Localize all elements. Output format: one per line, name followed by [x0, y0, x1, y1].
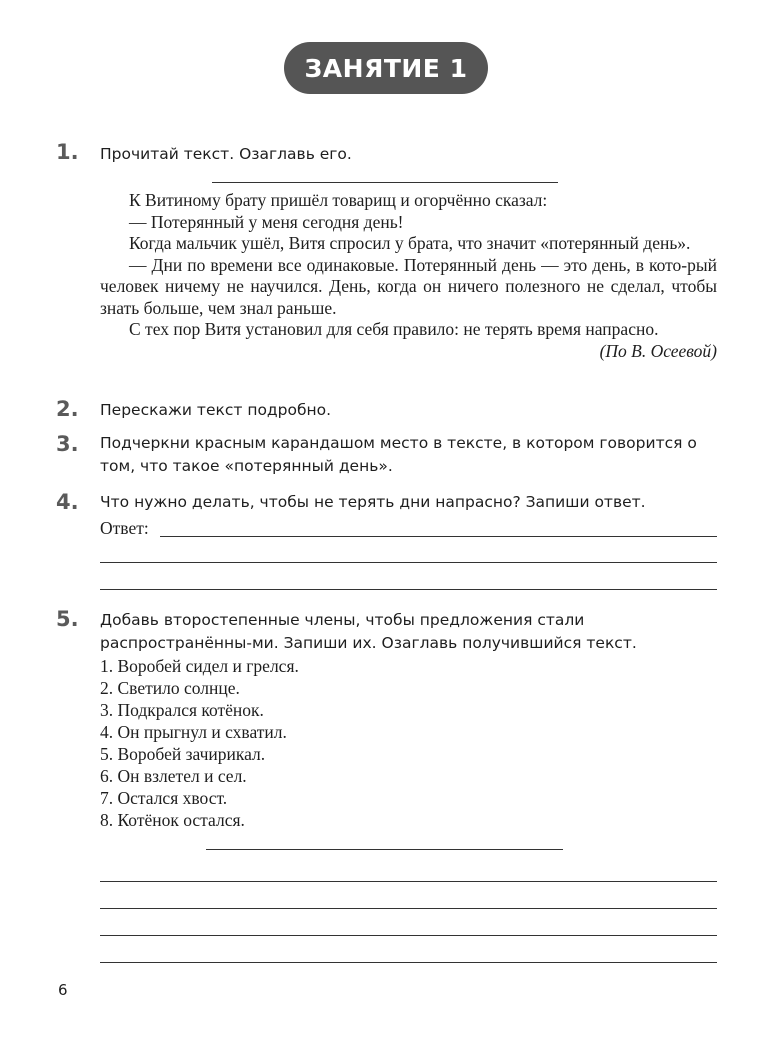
list-item: 6. Он взлетел и сел. — [100, 766, 247, 786]
page-number: 6 — [58, 981, 68, 999]
answer-label: Ответ: — [100, 518, 149, 538]
lesson-title: ЗАНЯТИЕ 1 — [284, 42, 488, 94]
answer-line[interactable] — [100, 562, 717, 563]
sentence-list — [100, 655, 299, 831]
task-2-number: 2. — [56, 397, 79, 421]
story-paragraph: Когда мальчик ушёл, Витя спросил у брата, что значит «потерянный день». — [129, 233, 691, 253]
story-paragraph: К Витиному брату пришёл товарищ и огорчённо сказал: — [129, 190, 548, 210]
writing-line[interactable] — [100, 908, 717, 909]
list-item: 7. Остался хвост. — [100, 788, 228, 808]
task-1-instruction: Прочитай текст. Озаглавь его. — [100, 145, 352, 163]
writing-line[interactable] — [100, 962, 717, 963]
task-3-number: 3. — [56, 432, 79, 456]
title-blank-line[interactable] — [206, 849, 563, 850]
task-4-instruction: Что нужно делать, чтобы не терять дни напрасно? Запиши ответ. — [100, 493, 646, 511]
list-item: 2. Светило солнце. — [100, 678, 240, 698]
task-5-instruction: Добавь второстепенные члены, чтобы предложения стали распространённы-ми. Запиши их. Озаглавь получившийся текст. — [100, 611, 637, 652]
writing-line[interactable] — [100, 881, 717, 882]
answer-line[interactable] — [100, 589, 717, 590]
task-5-number: 5. — [56, 607, 79, 631]
story-text — [100, 190, 717, 362]
story-author: (По В. Осеевой) — [599, 340, 717, 361]
list-item: 3. Подкрался котёнок. — [100, 700, 264, 720]
story-paragraph: — Потерянный у меня сегодня день! — [129, 211, 404, 232]
answer-line[interactable] — [160, 536, 717, 537]
task-1-number: 1. — [56, 140, 79, 164]
story-paragraph: С тех пор Витя установил для себя правило: не терять время напрасно. — [129, 319, 659, 339]
task-4-number: 4. — [56, 490, 79, 514]
task-3-instruction: Подчеркни красным карандашом место в тексте, в котором говорится о том, что такое «потерянный день». — [100, 434, 697, 475]
writing-line[interactable] — [100, 935, 717, 936]
list-item: 8. Котёнок остался. — [100, 810, 245, 830]
list-item: 1. Воробей сидел и грелся. — [100, 656, 299, 676]
story-paragraph: — Дни по времени все одинаковые. Потерянный день — это день, в кото-рый человек ничему не научился. День, когда он ничего полезного не сделал, чтобы знать больше, чем знал раньше. — [100, 254, 717, 318]
task-2-instruction: Перескажи текст подробно. — [100, 401, 332, 419]
list-item: 5. Воробей зачирикал. — [100, 744, 266, 764]
list-item: 4. Он прыгнул и схватил. — [100, 722, 287, 742]
title-blank-line[interactable] — [212, 182, 558, 183]
